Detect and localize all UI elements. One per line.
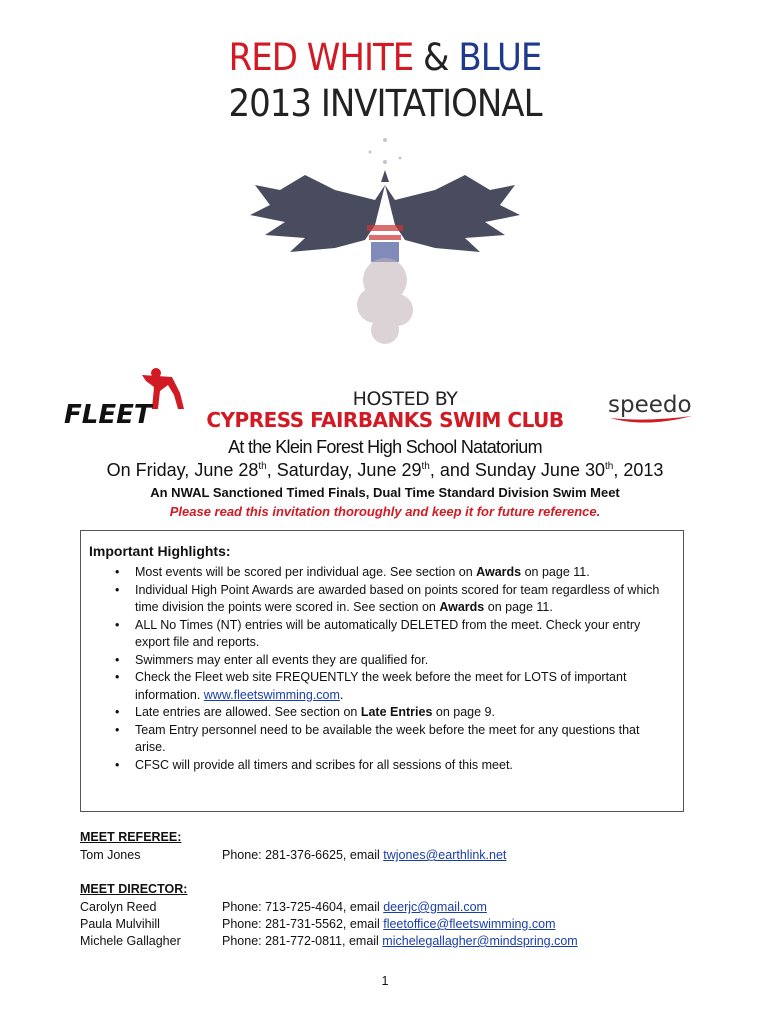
venue: At the Klein Forest High School Natatorium	[228, 437, 542, 457]
host-club: CYPRESS FAIRBANKS SWIM CLUB	[206, 408, 564, 432]
director-contact: Phone: 713-725-4604, email deerjc@gmail.com	[222, 900, 487, 914]
director-email-link[interactable]: fleetoffice@fleetswimming.com	[383, 917, 556, 931]
director-name: Michele Gallagher	[80, 934, 181, 948]
meet-director-heading: MEET DIRECTOR:	[80, 882, 188, 896]
title-red: RED	[228, 36, 297, 80]
fleet-logo-text: FLEET	[64, 400, 152, 430]
speedo-logo-text: speedo	[608, 392, 692, 418]
read-note: Please read this invitation thoroughly and keep it for future reference.	[169, 504, 601, 519]
list-item: • CFSC will provide all timers and scribes for all sessions of this meet.	[115, 757, 513, 772]
list-item: • Check the Fleet web site FREQUENTLY the week before the meet for LOTS of important information. www.fleetswimming.com.	[115, 670, 627, 702]
highlights-title: Important Highlights:	[89, 543, 231, 559]
eagle-illustration	[235, 130, 535, 360]
list-item: • Late entries are allowed. See section on Late Entries on page 9.	[115, 705, 495, 719]
director-email-link[interactable]: deerjc@gmail.com	[383, 900, 487, 914]
director-name: Carolyn Reed	[80, 900, 157, 914]
referee-name: Tom Jones	[80, 848, 141, 862]
director-contact: Phone: 281-731-5562, email fleetoffice@fleetswimming.com	[222, 917, 556, 931]
list-item: • Most events will be scored per individual age. See section on Awards on page 11.	[115, 565, 590, 579]
list-item: • Swimmers may enter all events they are qualified for.	[115, 652, 429, 667]
title-line-1	[0, 36, 770, 80]
director-contact: Phone: 281-772-0811, email michelegallagher@mindspring.com	[222, 934, 578, 948]
list-item: • Individual High Point Awards are awarded based on points scored for team regardless of which time division the points were scored in. See section on Awards on page 11.	[115, 582, 660, 614]
page-number: 1	[381, 974, 389, 988]
director-email-link[interactable]: michelegallagher@mindspring.com	[382, 934, 578, 948]
referee-email-link[interactable]: twjones@earthlink.net	[383, 848, 507, 862]
meet-referee-heading: MEET REFEREE:	[80, 830, 182, 844]
director-name: Paula Mulvihill	[80, 917, 160, 931]
referee-contact: Phone: 281-376-6625, email twjones@earthlink.net	[222, 848, 507, 862]
meet-dates: On Friday, June 28th, Saturday, June 29th, and Sunday June 30th, 2013	[106, 460, 664, 480]
hosted-by: HOSTED BY	[352, 388, 458, 410]
sanction-line: An NWAL Sanctioned Timed Finals, Dual Time Standard Division Swim Meet	[150, 485, 620, 500]
title-blue: BLUE	[458, 36, 542, 80]
title-white: WHITE	[306, 36, 414, 80]
fleet-website-link[interactable]: www.fleetswimming.com	[203, 687, 340, 702]
list-item: • ALL No Times (NT) entries will be automatically DELETED from the meet. Check your entry export file and reports.	[115, 617, 641, 649]
highlights-box	[80, 530, 684, 812]
title-line-2: 2013 INVITATIONAL	[228, 82, 542, 126]
list-item: • Team Entry personnel need to be available the week before the meet for any questions that arise.	[115, 722, 640, 754]
title-amp: &	[423, 36, 449, 80]
highlights-list	[107, 564, 677, 774]
